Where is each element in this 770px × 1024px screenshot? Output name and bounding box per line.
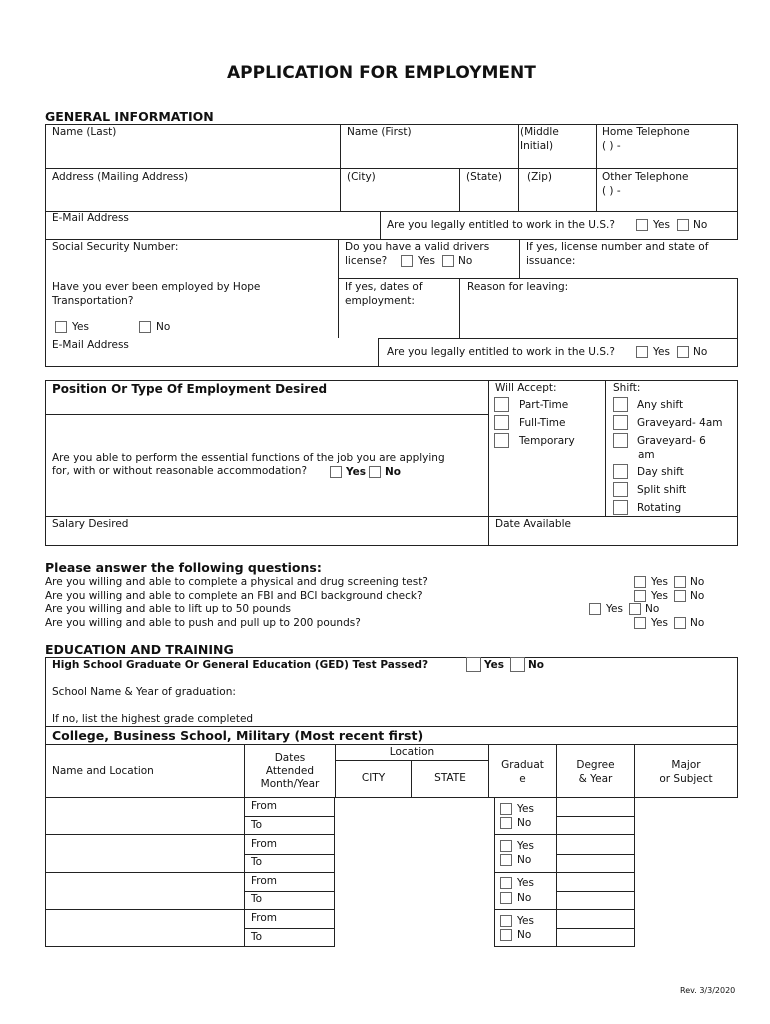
legal-work-question: Are you legally entitled to work in the U.S.? <box>387 219 615 231</box>
essential-functions-question-1: Are you able to perform the essential functions of the job you are applying <box>52 452 445 464</box>
question-2-no-label: No <box>690 590 705 602</box>
graveyard-6am-label-2: am <box>638 449 655 461</box>
graveyard-4am-checkbox[interactable] <box>613 415 628 430</box>
row-3-graduate-no-checkbox[interactable] <box>500 892 512 904</box>
legal-work-yes-label: Yes <box>653 219 670 231</box>
temporary-checkbox[interactable] <box>494 433 509 448</box>
row-1-graduate-yes-label: Yes <box>517 803 534 815</box>
legal-work-no-checkbox[interactable] <box>677 219 689 231</box>
legal-work-2-yes-label: Yes <box>653 346 670 358</box>
question-4-yes-label: Yes <box>651 617 668 629</box>
row-4-from-label: From <box>251 912 278 924</box>
employed-hope-label-1: Have you ever been employed by Hope <box>52 281 261 293</box>
ged-yes-label: Yes <box>484 659 505 671</box>
legal-work-no-label: No <box>693 219 708 231</box>
dates-employment-label-1: If yes, dates of <box>345 281 423 293</box>
license-label-2: license? <box>345 255 388 267</box>
split-shift-label: Split shift <box>637 484 687 496</box>
middle-initial-label-2: Initial) <box>520 140 554 152</box>
row-2-graduate-no-label: No <box>517 854 532 866</box>
question-2-yes-checkbox[interactable] <box>634 590 646 602</box>
date-available-label: Date Available <box>495 518 571 530</box>
legal-work-2-yes-checkbox[interactable] <box>636 346 648 358</box>
salary-desired-label: Salary Desired <box>52 518 129 530</box>
rotating-checkbox[interactable] <box>613 500 628 515</box>
highest-grade-label: If no, list the highest grade completed <box>52 713 254 725</box>
ged-yes-checkbox[interactable] <box>466 657 481 672</box>
col-dates-2: Attended <box>265 765 315 777</box>
state-label: (State) <box>466 171 502 183</box>
employed-hope-yes-label: Yes <box>72 321 89 333</box>
day-shift-checkbox[interactable] <box>613 464 628 479</box>
row-3-graduate-yes-checkbox[interactable] <box>500 877 512 889</box>
legal-work-question-2: Are you legally entitled to work in the U.S.? <box>387 346 615 358</box>
row-4-graduate-no-checkbox[interactable] <box>500 929 512 941</box>
row-4-graduate-yes-checkbox[interactable] <box>500 915 512 927</box>
part-time-label: Part-Time <box>519 399 569 411</box>
any-shift-checkbox[interactable] <box>613 397 628 412</box>
email-label: E-Mail Address <box>52 212 129 224</box>
full-time-label: Full-Time <box>519 417 566 429</box>
employed-hope-label-2: Transportation? <box>52 295 134 307</box>
graveyard-6am-checkbox[interactable] <box>613 433 628 448</box>
col-major-1: Major <box>671 759 701 771</box>
rotating-label: Rotating <box>637 502 682 514</box>
revision-label: Rev. 3/3/2020 <box>680 986 736 995</box>
row-1-graduate-no-checkbox[interactable] <box>500 817 512 829</box>
row-4-graduate-yes-label: Yes <box>517 915 534 927</box>
license-no-checkbox[interactable] <box>442 255 454 267</box>
part-time-checkbox[interactable] <box>494 397 509 412</box>
temporary-label: Temporary <box>519 435 575 447</box>
row-1-graduate-no-label: No <box>517 817 532 829</box>
question-3-yes-checkbox[interactable] <box>589 603 601 615</box>
ssn-label: Social Security Number: <box>52 241 179 253</box>
question-1-yes-checkbox[interactable] <box>634 576 646 588</box>
question-3-no-label: No <box>645 603 660 615</box>
license-label-1: Do you have a valid drivers <box>345 241 490 253</box>
question-3: Are you willing and able to lift up to 50 pounds <box>45 603 291 615</box>
day-shift-label: Day shift <box>637 466 684 478</box>
question-1-yes-label: Yes <box>651 576 668 588</box>
address-label: Address (Mailing Address) <box>52 171 189 183</box>
other-telephone-label: Other Telephone <box>602 171 689 183</box>
graveyard-6am-label: Graveyard- 6 <box>637 435 706 447</box>
dates-employment-label-2: employment: <box>345 295 415 307</box>
row-2-from-label: From <box>251 838 278 850</box>
page-title: APPLICATION FOR EMPLOYMENT <box>227 63 536 83</box>
question-2-yes-label: Yes <box>651 590 668 602</box>
ged-no-label: No <box>528 659 545 671</box>
license-state-label-1: If yes, license number and state of <box>526 241 709 253</box>
license-state-label-2: issuance: <box>526 255 576 267</box>
general-information-heading: GENERAL INFORMATION <box>45 109 214 124</box>
email-label-2: E-Mail Address <box>52 339 129 351</box>
question-3-no-checkbox[interactable] <box>629 603 641 615</box>
education-heading: EDUCATION AND TRAINING <box>45 642 234 657</box>
license-no-label: No <box>458 255 473 267</box>
question-3-yes-label: Yes <box>606 603 623 615</box>
split-shift-checkbox[interactable] <box>613 482 628 497</box>
city-label: (City) <box>347 171 376 183</box>
legal-work-yes-checkbox[interactable] <box>636 219 648 231</box>
home-telephone-label: Home Telephone <box>602 126 690 138</box>
question-4-no-checkbox[interactable] <box>674 617 686 629</box>
row-3-graduate-no-label: No <box>517 892 532 904</box>
row-3-graduate-yes-label: Yes <box>517 877 534 889</box>
essential-functions-question-2: for, with or without reasonable accommodation? <box>52 465 308 477</box>
shift-label: Shift: <box>613 382 641 394</box>
col-name-location: Name and Location <box>52 765 154 777</box>
question-4: Are you willing and able to push and pull up to 200 pounds? <box>45 617 361 629</box>
essential-yes-label: Yes <box>346 466 367 478</box>
license-yes-label: Yes <box>418 255 435 267</box>
col-city: CITY <box>361 772 386 784</box>
zip-label: (Zip) <box>527 171 552 183</box>
legal-work-2-no-checkbox[interactable] <box>677 346 689 358</box>
row-2-graduate-no-checkbox[interactable] <box>500 854 512 866</box>
name-last-label: Name (Last) <box>52 126 117 138</box>
col-degree-1: Degree <box>576 759 615 771</box>
row-2-to-label: To <box>251 856 263 868</box>
ged-no-checkbox[interactable] <box>510 657 525 672</box>
col-location: Location <box>389 746 435 758</box>
question-2: Are you willing and able to complete an FBI and BCI background check? <box>45 590 423 602</box>
will-accept-label: Will Accept: <box>495 382 557 394</box>
col-graduate-1: Graduat <box>501 759 544 771</box>
questions-heading: Please answer the following questions: <box>45 560 322 575</box>
row-1-from-label: From <box>251 800 278 812</box>
col-dates-3: Month/Year <box>260 778 320 790</box>
row-3-from-label: From <box>251 875 278 887</box>
row-4-to-label: To <box>251 931 263 943</box>
middle-initial-label-1: (Middle <box>520 126 559 138</box>
full-time-checkbox[interactable] <box>494 415 509 430</box>
question-1: Are you willing and able to complete a physical and drug screening test? <box>45 576 428 588</box>
row-3-to-label: To <box>251 893 263 905</box>
reason-leaving-label: Reason for leaving: <box>467 281 569 293</box>
question-4-yes-checkbox[interactable] <box>634 617 646 629</box>
question-1-no-label: No <box>690 576 705 588</box>
position-heading: Position Or Type Of Employment Desired <box>52 382 328 396</box>
school-name-label: School Name & Year of graduation: <box>52 686 236 698</box>
question-4-no-label: No <box>690 617 705 629</box>
employed-hope-no-checkbox[interactable] <box>139 321 151 333</box>
col-dates-1: Dates <box>274 752 306 764</box>
college-heading: College, Business School, Military (Most recent first) <box>52 728 424 743</box>
question-1-no-checkbox[interactable] <box>674 576 686 588</box>
row-4-graduate-no-label: No <box>517 929 532 941</box>
col-major-2: or Subject <box>659 773 713 785</box>
question-2-no-checkbox[interactable] <box>674 590 686 602</box>
col-graduate-2: e <box>519 773 526 785</box>
essential-no-label: No <box>385 466 402 478</box>
col-degree-2: & Year <box>578 773 613 785</box>
other-telephone-format: ( ) - <box>602 185 621 197</box>
essential-yes-checkbox[interactable] <box>330 466 342 478</box>
employed-hope-no-label: No <box>156 321 171 333</box>
graveyard-4am-label: Graveyard- 4am <box>637 417 723 429</box>
essential-no-checkbox[interactable] <box>369 466 381 478</box>
employed-hope-yes-checkbox[interactable] <box>55 321 67 333</box>
name-first-label: Name (First) <box>347 126 412 138</box>
home-telephone-format: ( ) - <box>602 140 621 152</box>
row-1-to-label: To <box>251 819 263 831</box>
any-shift-label: Any shift <box>637 399 684 411</box>
ged-question: High School Graduate Or General Education (GED) Test Passed? <box>52 659 429 671</box>
row-1-graduate-yes-checkbox[interactable] <box>500 803 512 815</box>
col-state: STATE <box>434 772 466 784</box>
row-2-graduate-yes-checkbox[interactable] <box>500 840 512 852</box>
legal-work-2-no-label: No <box>693 346 708 358</box>
row-2-graduate-yes-label: Yes <box>517 840 534 852</box>
license-yes-checkbox[interactable] <box>401 255 413 267</box>
